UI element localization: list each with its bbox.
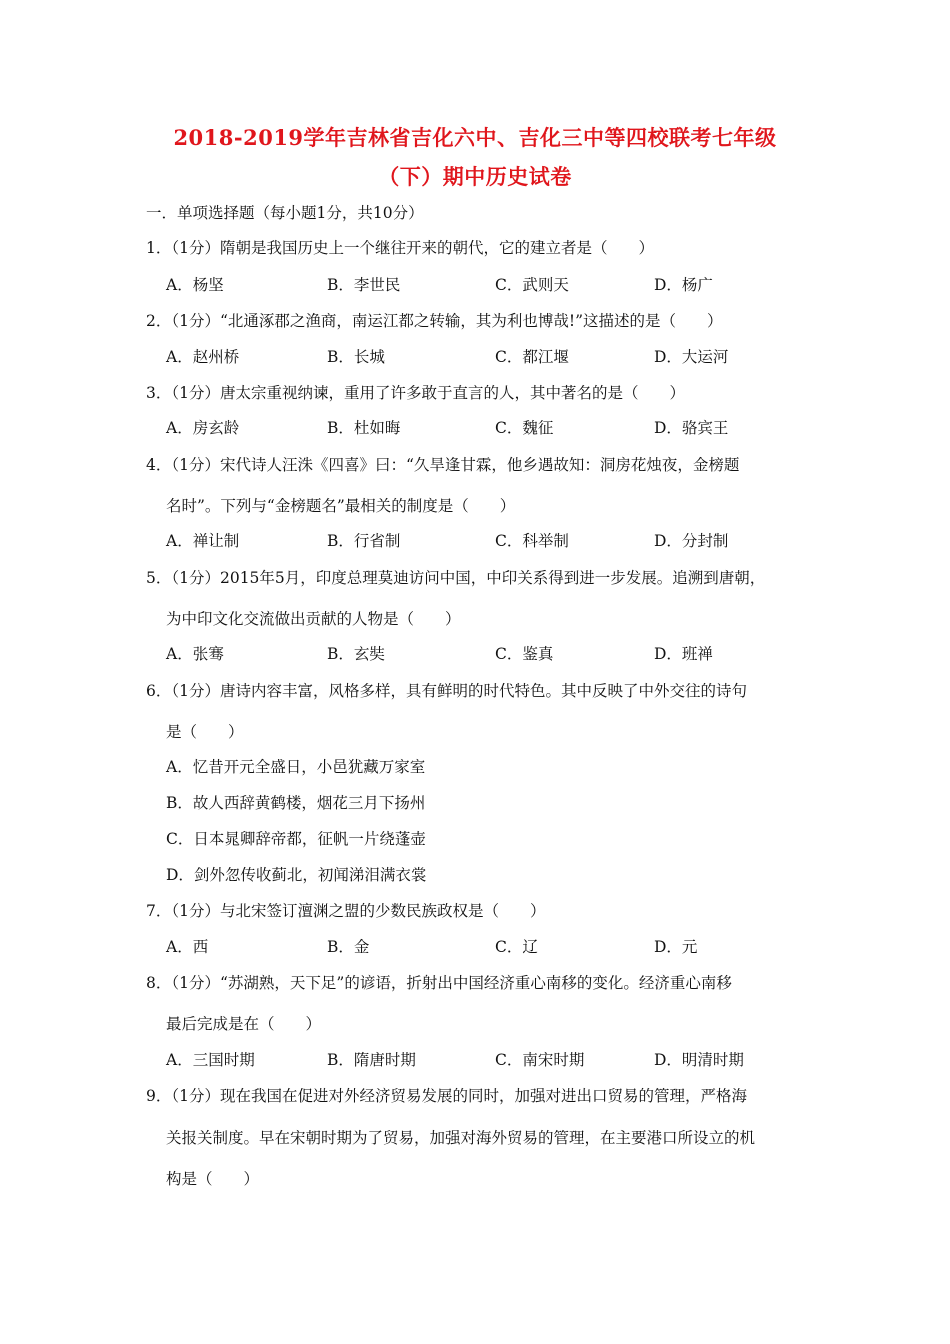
- question-7-text: 7．（1分）与北宋签订澶渊之盟的少数民族政权是（ ）: [146, 902, 546, 920]
- question-8-option-d: D．明清时期: [654, 1051, 744, 1069]
- question-5-option-a: A．张骞: [166, 645, 224, 663]
- question-7-option-c: C．辽: [495, 938, 538, 956]
- question-8-option-a: A．三国时期: [166, 1051, 255, 1069]
- question-8-option-b: B．隋唐时期: [327, 1051, 416, 1069]
- question-6-option-b: B．故人西辞黄鹤楼，烟花三月下扬州: [166, 794, 426, 812]
- exam-title-line-1: 2018-2019学年吉林省吉化六中、吉化三中等四校联考七年级: [173, 125, 777, 150]
- exam-title-line-2: （下）期中历史试卷: [378, 164, 572, 189]
- question-8-text: 8．（1分）“苏湖熟，天下足”的谚语，折射出中国经济重心南移的变化。经济重心南移: [146, 974, 732, 992]
- question-9-text-cont-1: 关报关制度。早在宋朝时期为了贸易，加强对海外贸易的管理，在主要港口所设立的机: [166, 1129, 756, 1147]
- question-7-option-a: A．西: [166, 938, 209, 956]
- question-5-option-d: D．班禅: [654, 645, 713, 663]
- question-2-option-b: B．长城: [327, 348, 385, 366]
- question-1-option-b: B．李世民: [327, 276, 401, 294]
- question-4-option-d: D．分封制: [654, 532, 729, 550]
- question-9-text: 9．（1分）现在我国在促进对外经济贸易发展的同时，加强对进出口贸易的管理，严格海: [146, 1087, 747, 1105]
- question-6-option-a: A．忆昔开元全盛日，小邑犹藏万家室: [166, 758, 426, 776]
- question-2-option-a: A．赵州桥: [166, 348, 240, 366]
- question-7-option-d: D．元: [654, 938, 698, 956]
- question-4-text-cont: 名时”。下列与“金榜题名”最相关的制度是（ ）: [166, 497, 516, 515]
- question-2-option-c: C．都江堰: [495, 348, 569, 366]
- question-4-text: 4．（1分）宋代诗人汪洙《四喜》曰：“久旱逢甘霖，他乡遇故知：洞房花烛夜，金榜题: [146, 456, 740, 474]
- question-2-text: 2．（1分）“北通涿郡之渔商，南运江都之转输，其为利也博哉!”这描述的是（ ）: [146, 312, 723, 330]
- question-3-option-a: A．房玄龄: [166, 419, 240, 437]
- question-6-text: 6．（1分）唐诗内容丰富，风格多样，具有鲜明的时代特色。其中反映了中外交往的诗句: [146, 682, 747, 700]
- question-6-text-cont: 是（ ）: [166, 723, 244, 741]
- question-2-option-d: D．大运河: [654, 348, 729, 366]
- question-1-option-d: D．杨广: [654, 276, 713, 294]
- question-3-option-d: D．骆宾王: [654, 419, 729, 437]
- section-heading: 一．单项选择题（每小题1分，共10分）: [146, 204, 424, 222]
- question-1-text: 1．（1分）隋朝是我国历史上一个继往开来的朝代，它的建立者是（ ）: [146, 239, 654, 257]
- question-8-text-cont: 最后完成是在（ ）: [166, 1015, 322, 1033]
- question-1-option-c: C．武则天: [495, 276, 569, 294]
- question-5-text: 5．（1分）2015年5月，印度总理莫迪访问中国，中印关系得到进一步发展。追溯到唐朝，: [146, 569, 766, 587]
- question-4-option-c: C．科举制: [495, 532, 569, 550]
- question-3-option-c: C．魏征: [495, 419, 554, 437]
- question-9-text-cont-2: 构是（ ）: [166, 1170, 260, 1188]
- question-3-option-b: B．杜如晦: [327, 419, 401, 437]
- question-4-option-a: A．禅让制: [166, 532, 240, 550]
- question-3-text: 3．（1分）唐太宗重视纳谏，重用了许多敢于直言的人，其中著名的是（ ）: [146, 384, 685, 402]
- question-1-option-a: A．杨坚: [166, 276, 224, 294]
- question-5-option-b: B．玄奘: [327, 645, 385, 663]
- question-5-option-c: C．鉴真: [495, 645, 554, 663]
- question-6-option-c: C．日本晁卿辞帝都，征帆一片绕蓬壶: [166, 830, 426, 848]
- question-7-option-b: B．金: [327, 938, 370, 956]
- question-4-option-b: B．行省制: [327, 532, 401, 550]
- question-5-text-cont: 为中印文化交流做出贡献的人物是（ ）: [166, 610, 461, 628]
- question-6-option-d: D．剑外忽传收蓟北，初闻涕泪满衣裳: [166, 866, 427, 884]
- question-8-option-c: C．南宋时期: [495, 1051, 585, 1069]
